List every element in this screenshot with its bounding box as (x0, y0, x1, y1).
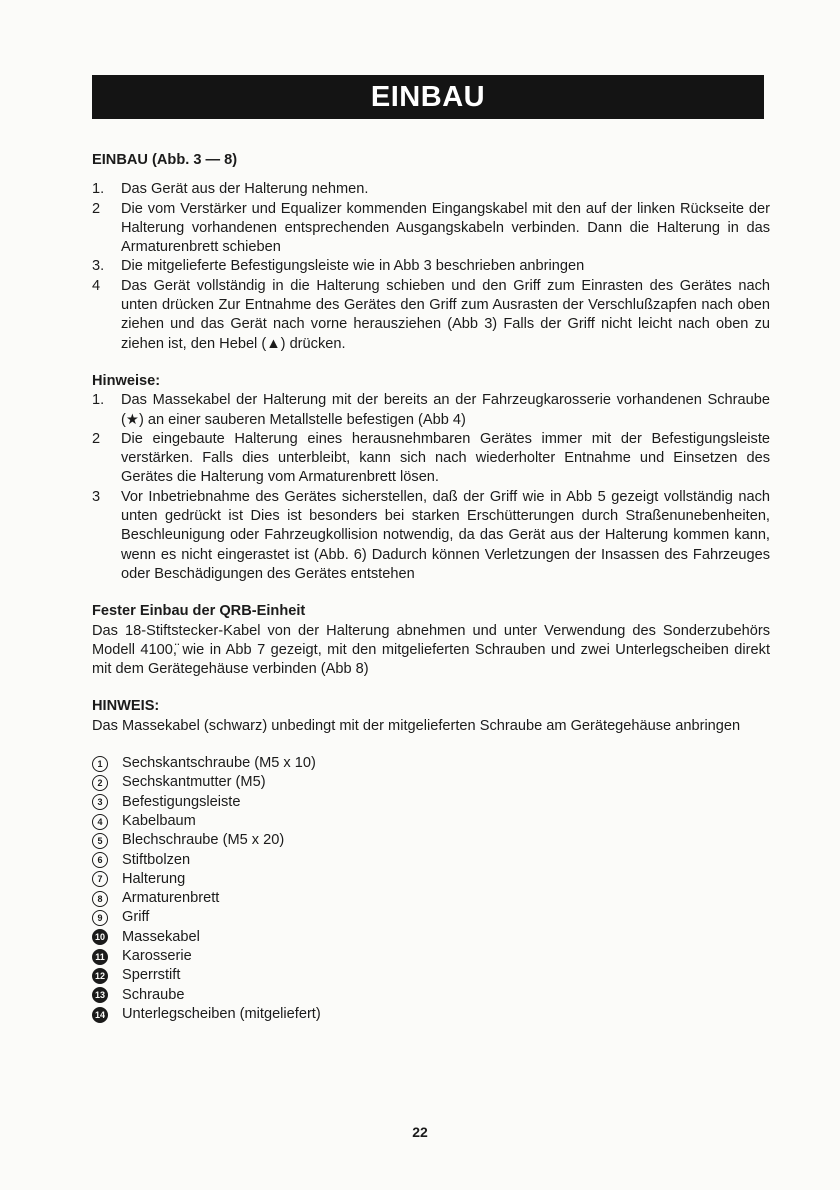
section-heading-hinweis: HINWEIS: (92, 698, 160, 715)
item-number: 3 (92, 488, 101, 505)
item-number: 2 (92, 430, 101, 447)
parts-list-item (92, 773, 770, 792)
parts-list-item (92, 831, 770, 850)
page-content (92, 151, 770, 1024)
parts-list-item (92, 986, 770, 1005)
parts-list-item (92, 928, 770, 947)
list-item (92, 180, 770, 199)
list-item (92, 391, 770, 430)
list-item (92, 200, 770, 258)
hinweis-paragraph: Das Massekabel (schwarz) unbedingt mit der mitgelieferten Schraube am Gerätegehäuse anbringen (92, 717, 741, 734)
parts-list-item (92, 889, 770, 908)
section-heading-einbau: EINBAU (Abb. 3 — 8) (92, 152, 238, 168)
part-label: Stiftbolzen (122, 851, 191, 868)
item-number: 1. (92, 392, 105, 409)
parts-list-item (92, 870, 770, 889)
item-number: 2 (92, 200, 101, 217)
item-text: Das Massekabel der Halterung mit der bereits an der Fahrzeugkarosserie vorhandenen Schraube (★) an einer sauberen Metallstelle befestigen (Abb 4) (121, 392, 770, 428)
parts-list-item (92, 851, 770, 870)
part-label: Halterung (122, 870, 186, 887)
part-label: Armaturenbrett (122, 890, 220, 907)
parts-list-item (92, 1005, 770, 1024)
install-steps-list (92, 180, 770, 354)
fixed-install-paragraph: Das 18-Stiftstecker-Kabel von der Halterung abnehmen und unter Verwendung des Sonderzubehörs Modell 4100,̈ wie in Abb 7 gezeigt, mit den mitgelieferten Schrauben und zwei Unterlegscheiben direkt mit dem Gerätegehäuse verbinden (Abb 8) (92, 622, 770, 678)
section-heading-hinweise: Hinweise: (92, 372, 161, 389)
section-heading-fester-einbau: Fester Einbau der QRB-Einheit (92, 603, 306, 620)
item-text: Die eingebaute Halterung eines herausnehmbaren Gerätes immer mit der Befestigungsleiste verstärken. Falls dies unterbleibt, kann sich nach wiederholter Entnahme und Einsetzen des Gerätes die Halterung vom Armaturenbrett lösen. (121, 430, 770, 486)
circled-number-icon: 8 (92, 891, 108, 907)
circled-number-icon: 6 (92, 852, 108, 868)
circled-number-icon: 14 (92, 1007, 108, 1023)
circled-number-icon: 12 (92, 968, 108, 984)
part-label: Sperrstift (122, 967, 181, 984)
item-text: Das Gerät vollständig in die Halterung schieben und den Griff zum Einrasten des Gerätes nach unten drücken Zur Entnahme des Gerätes den Griff zum Ausrasten der Verschlußzapfen nach oben ziehen und das Gerät nach vorne herausziehen (Abb 3) Falls der Griff nicht leicht nach oben zu ziehen ist, den Hebel (▲) drücken. (121, 277, 770, 352)
circled-number-icon: 9 (92, 910, 108, 926)
banner-title: EINBAU (370, 80, 486, 113)
circled-number-icon: 5 (92, 833, 108, 849)
part-label: Unterlegscheiben (mitgeliefert) (122, 1005, 321, 1022)
list-item (92, 488, 770, 584)
circled-number-icon: 4 (92, 814, 108, 830)
parts-list-item (92, 947, 770, 966)
section-banner (92, 75, 764, 119)
part-label: Karosserie (122, 947, 192, 964)
part-label: Befestigungsleiste (122, 793, 241, 810)
circled-number-icon: 11 (92, 949, 108, 965)
parts-list-item (92, 908, 770, 927)
circled-number-icon: 1 (92, 756, 108, 772)
circled-number-icon: 3 (92, 794, 108, 810)
part-label: Griff (122, 909, 150, 926)
part-label: Sechskantmutter (M5) (122, 774, 266, 791)
item-text: Die vom Verstärker und Equalizer kommenden Eingangskabel mit den auf der linken Rückseite der Halterung vorhandenen entsprechenden Ausgangskabeln verbinden. Dann die Halterung in das Armaturenbrett schieben (121, 200, 770, 256)
circled-number-icon: 10 (92, 929, 108, 945)
item-number: 1. (92, 181, 105, 198)
item-text: Das Gerät aus der Halterung nehmen. (121, 181, 369, 198)
list-item (92, 277, 770, 354)
parts-list-item (92, 754, 770, 773)
parts-list-item (92, 812, 770, 831)
parts-list (92, 754, 770, 1024)
list-item (92, 430, 770, 488)
parts-list-item (92, 966, 770, 985)
item-text: Vor Inbetriebnahme des Gerätes sicherstellen, daß der Griff wie in Abb 5 gezeigt vollständig nach unten gedrückt ist Dies ist besonders bei starken Erschütterungen durch Straßenunebenheiten, Beschleunigung oder Fahrzeugkollision notwendig, da das Gerät aus der Halterung kommen kann, wenn es nicht eingerastet ist (Abb. 6) Dadurch können Verletzungen der Insassen des Fahrzeuges oder Beschädigungen des Gerätes entstehen (121, 488, 770, 582)
circled-number-icon: 13 (92, 987, 108, 1003)
list-item (92, 257, 770, 276)
notes-list (92, 391, 770, 584)
item-number: 3. (92, 258, 105, 275)
circled-number-icon: 7 (92, 871, 108, 887)
item-number: 4 (92, 277, 101, 294)
part-label: Kabelbaum (122, 812, 196, 829)
page-number: 22 (412, 1124, 428, 1140)
circled-number-icon: 2 (92, 775, 108, 791)
part-label: Sechskantschraube (M5 x 10) (122, 755, 316, 772)
part-label: Blechschraube (M5 x 20) (122, 832, 285, 849)
item-text: Die mitgelieferte Befestigungsleiste wie in Abb 3 beschrieben anbringen (121, 258, 585, 275)
part-label: Schraube (122, 986, 185, 1003)
part-label: Massekabel (122, 928, 200, 945)
parts-list-item (92, 793, 770, 812)
